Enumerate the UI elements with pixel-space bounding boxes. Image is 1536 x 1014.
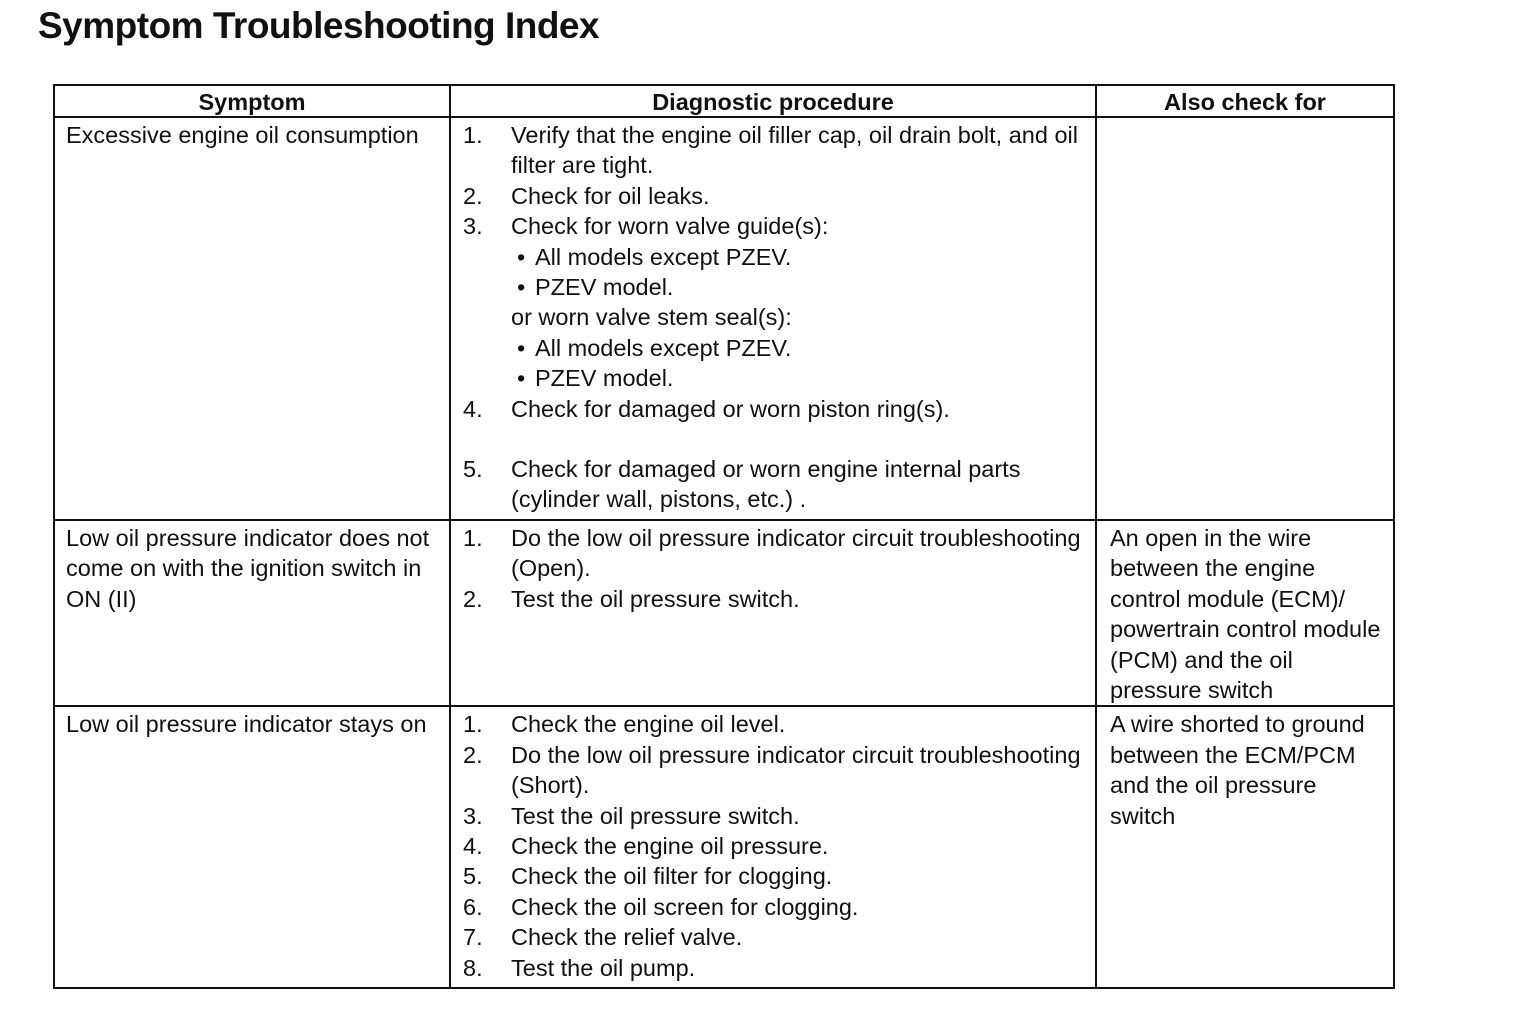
bullet-list xyxy=(511,242,1089,303)
procedure-cell xyxy=(450,117,1096,520)
step-number: 4. xyxy=(463,395,483,422)
procedure-step xyxy=(463,953,1089,983)
procedure-step xyxy=(463,709,1089,739)
step-text: Test the oil pressure switch. xyxy=(511,585,800,612)
step-text: Do the low oil pressure indicator circuit troubleshooting (Short). xyxy=(511,741,1081,799)
table-header-row xyxy=(54,85,1394,117)
procedure-step xyxy=(463,831,1089,861)
procedure-step xyxy=(463,922,1089,952)
step-sub-text: or worn valve stem seal(s): xyxy=(511,304,792,331)
step-text: Check the engine oil level. xyxy=(511,711,786,738)
symptom-text: Low oil pressure indicator stays on xyxy=(66,711,427,738)
procedure-cell xyxy=(450,706,1096,988)
procedure-step xyxy=(463,394,1089,424)
bullet-item: • All models except PZEV. xyxy=(511,333,1089,363)
step-text: Verify that the engine oil filler cap, oil drain bolt, and oil filter are tight. xyxy=(511,122,1078,179)
symptom-text: Excessive engine oil consumption xyxy=(66,122,419,148)
step-number: 5. xyxy=(463,863,483,890)
table-row xyxy=(54,117,1394,520)
also-check-cell xyxy=(1096,117,1394,520)
symptom-text: Low oil pressure indicator does not come on with the ignition switch in ON (II) xyxy=(66,524,430,612)
procedure-steps xyxy=(451,521,1095,618)
step-text: Do the low oil pressure indicator circuit troubleshooting (Open). xyxy=(511,524,1081,582)
bullet-item: • PZEV model. xyxy=(511,363,1089,393)
procedure-step xyxy=(463,861,1089,891)
procedure-step xyxy=(463,801,1089,831)
step-text: Check for damaged or worn piston ring(s). xyxy=(511,395,950,422)
header-diagnostic-procedure: Diagnostic procedure xyxy=(450,85,1096,117)
procedure-step xyxy=(463,454,1089,515)
step-number: 2. xyxy=(463,585,483,612)
table-row xyxy=(54,520,1394,706)
procedure-step xyxy=(463,740,1089,801)
step-number: 1. xyxy=(463,524,483,551)
step-number: 3. xyxy=(463,802,483,829)
also-check-cell xyxy=(1096,520,1394,706)
step-number: 3. xyxy=(463,213,483,240)
procedure-cell xyxy=(450,520,1096,706)
symptom-cell xyxy=(54,520,450,706)
step-text: Test the oil pump. xyxy=(511,954,696,981)
bullet-item: • All models except PZEV. xyxy=(511,242,1089,272)
step-text: Check the oil screen for clogging. xyxy=(511,893,859,920)
step-number: 2. xyxy=(463,182,483,209)
symptom-cell xyxy=(54,706,450,988)
step-text: Check for oil leaks. xyxy=(511,182,710,209)
also-check-cell xyxy=(1096,706,1394,988)
procedure-step xyxy=(463,181,1089,211)
step-number: 1. xyxy=(463,711,483,738)
bullet-list xyxy=(511,333,1089,394)
step-text: Test the oil pressure switch. xyxy=(511,802,800,829)
step-number: 1. xyxy=(463,122,483,148)
procedure-step xyxy=(463,211,1089,393)
procedure-steps xyxy=(451,707,1095,987)
step-text: Check for worn valve guide(s): xyxy=(511,213,829,240)
step-text: Check the relief valve. xyxy=(511,924,743,951)
step-text: Check for damaged or worn engine internal parts (cylinder wall, pistons, etc.) . xyxy=(511,456,1021,513)
bullet-item: • PZEV model. xyxy=(511,272,1089,302)
also-check-text: An open in the wire between the engine control module (ECM)/ powertrain control module (PCM) and the oil pressure switch xyxy=(1110,524,1381,703)
symptom-index-table xyxy=(53,84,1395,989)
procedure-step xyxy=(463,584,1089,614)
procedure-step xyxy=(463,120,1089,181)
table-row xyxy=(54,706,1394,988)
step-number: 8. xyxy=(463,954,483,981)
step-number: 5. xyxy=(463,456,483,483)
also-check-text xyxy=(1097,118,1393,120)
procedure-steps xyxy=(451,118,1095,519)
step-number: 7. xyxy=(463,924,483,951)
step-text: Check the oil filter for clogging. xyxy=(511,863,833,890)
step-number: 4. xyxy=(463,832,483,859)
page-title: Symptom Troubleshooting Index xyxy=(38,5,600,46)
header-symptom: Symptom xyxy=(54,85,450,117)
step-number: 2. xyxy=(463,741,483,768)
also-check-text: A wire shorted to ground between the ECM/PCM and the oil pressure switch xyxy=(1110,711,1365,829)
procedure-step xyxy=(463,892,1089,922)
procedure-step xyxy=(463,523,1089,584)
symptom-cell xyxy=(54,117,450,520)
step-text: Check the engine oil pressure. xyxy=(511,832,829,859)
header-also-check-for: Also check for xyxy=(1096,85,1394,117)
step-number: 6. xyxy=(463,893,483,920)
